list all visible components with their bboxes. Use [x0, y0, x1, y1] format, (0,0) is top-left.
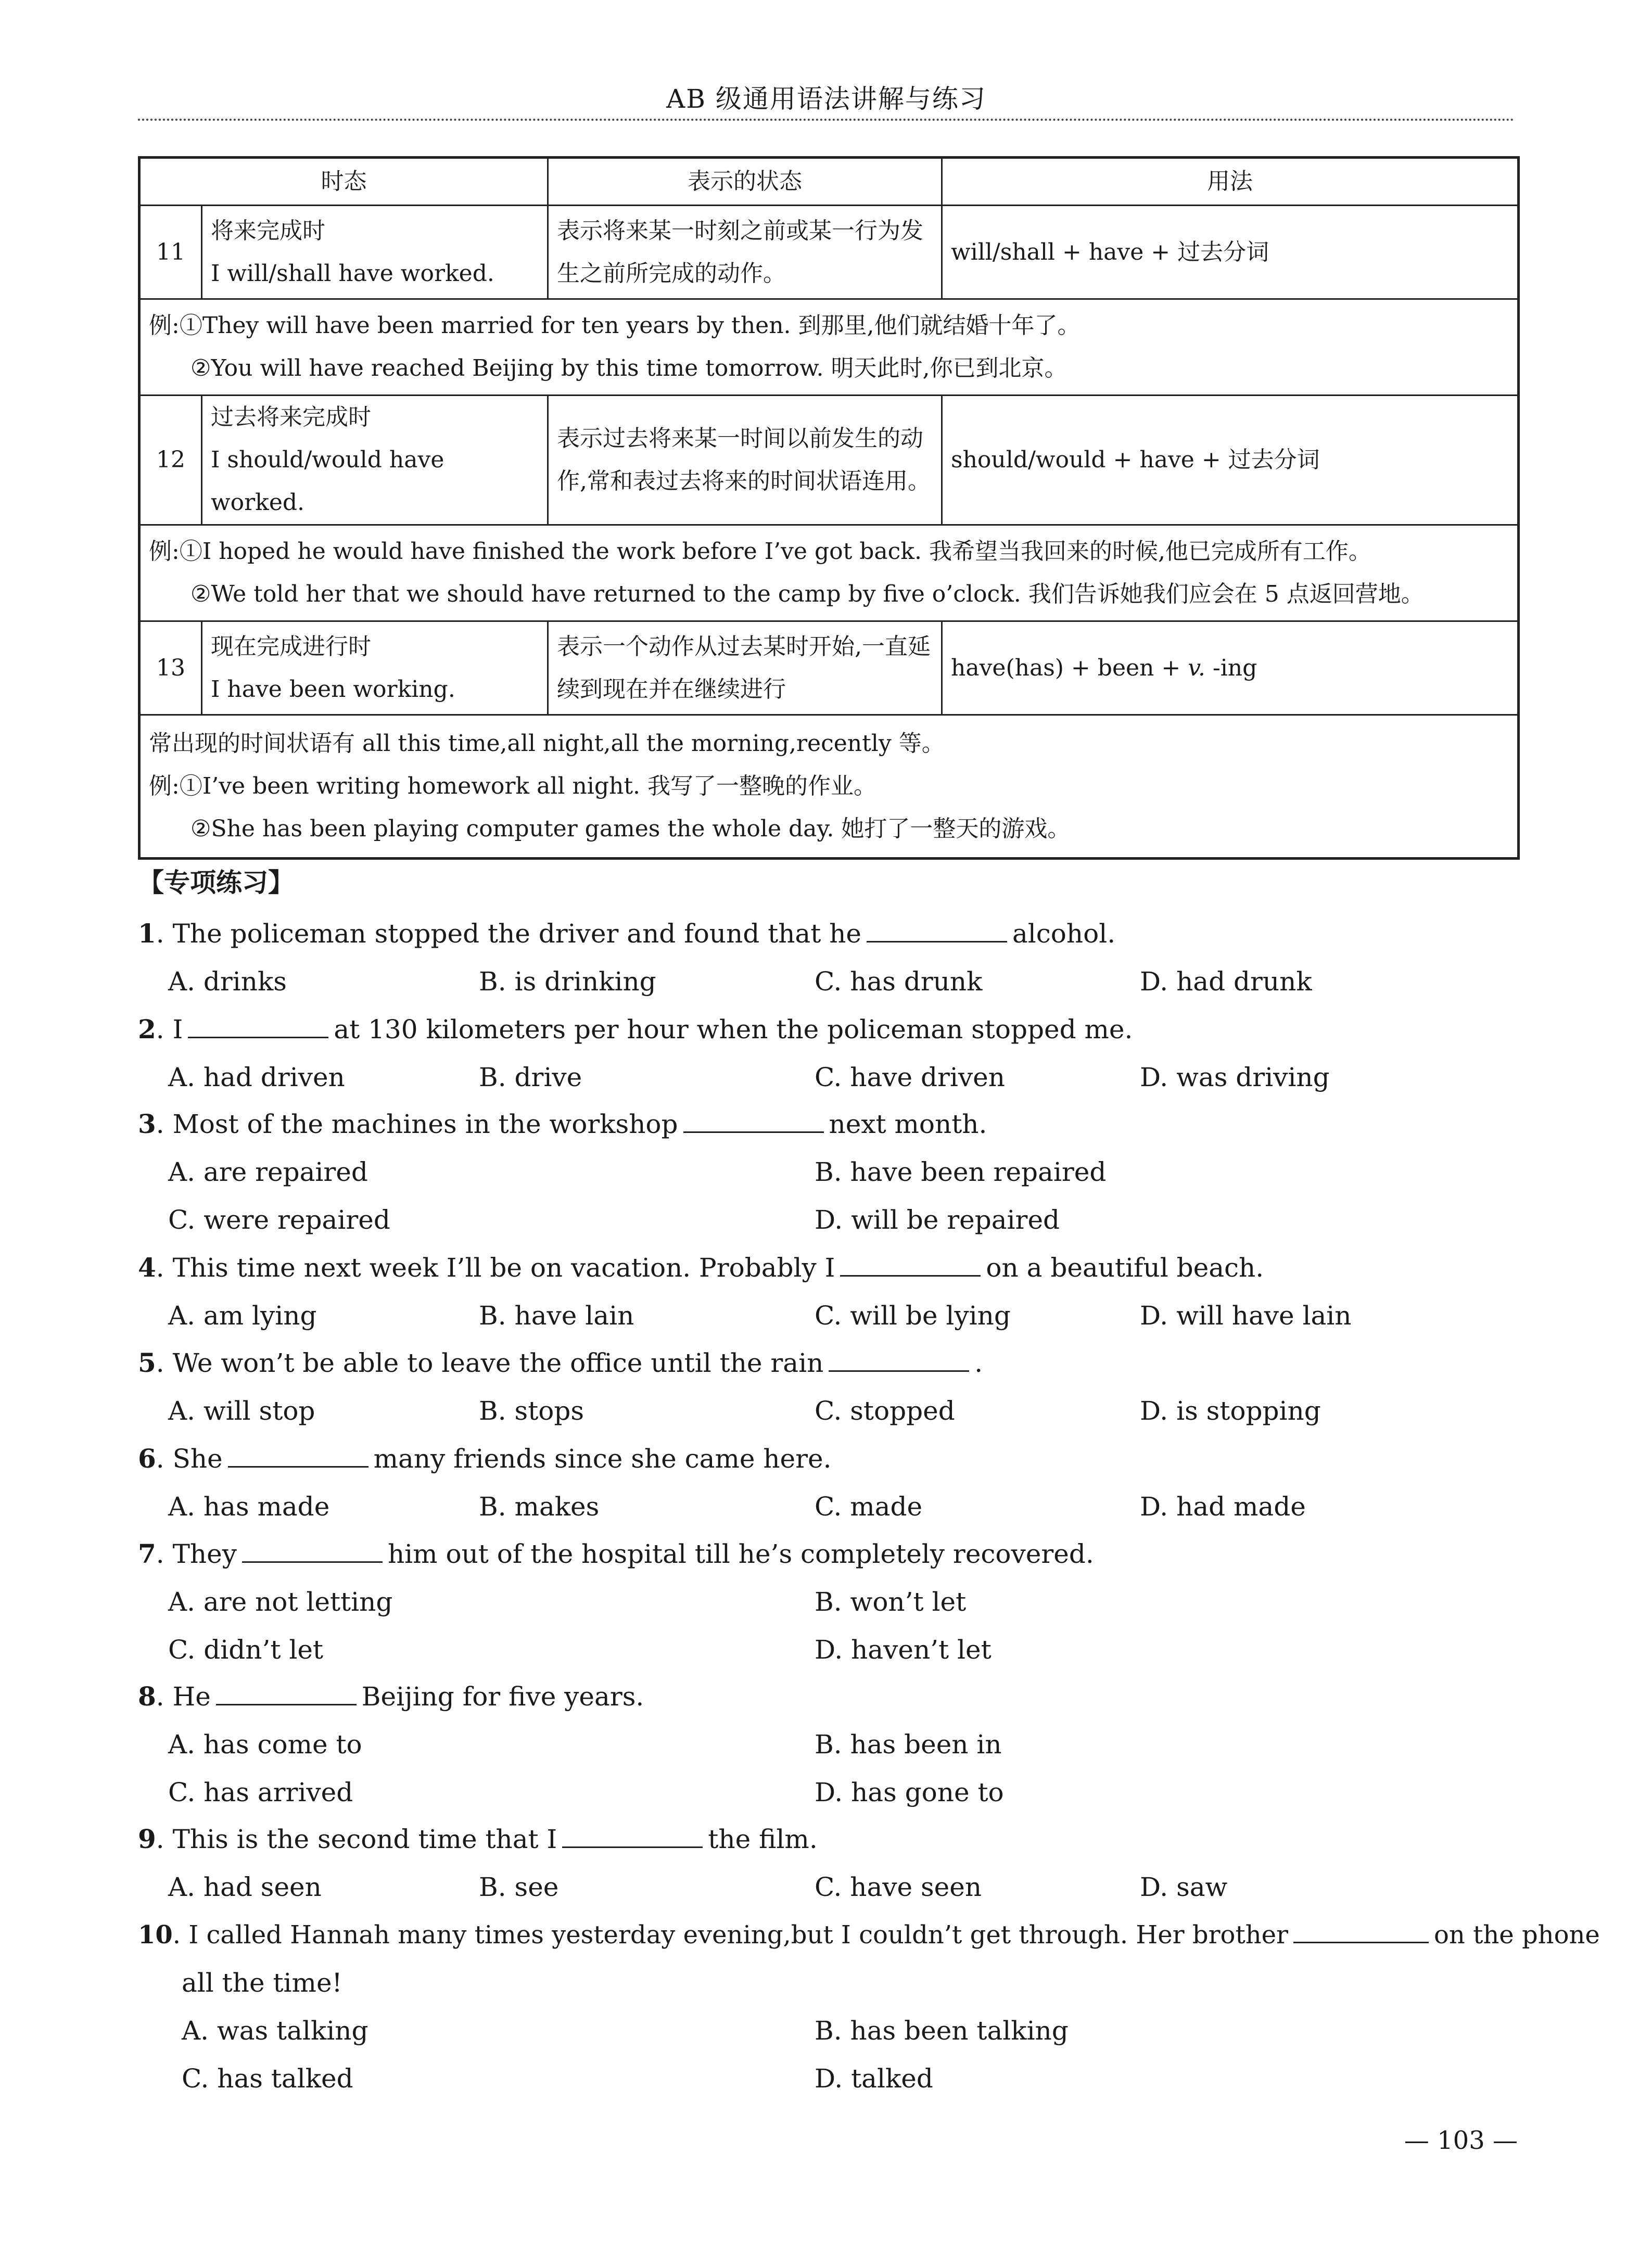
table-row	[139, 206, 1519, 299]
question-text: on the phone	[1434, 1920, 1600, 1950]
answer-blank[interactable]	[562, 1823, 703, 1848]
option[interactable]: D. had drunk	[1140, 966, 1312, 997]
usage-cell: should/would + have + 过去分词	[942, 396, 1519, 525]
question-text: on a beautiful beach.	[986, 1253, 1264, 1283]
usage-part: have(has) + been +	[951, 654, 1188, 681]
question-text: . They	[156, 1539, 237, 1569]
example-line: 例:①I’ve been writing homework all night. 我写了一整晚的作业。	[149, 773, 877, 799]
state-cell: 表示将来某一时刻之前或某一行为发生之前所完成的动作。	[548, 206, 942, 299]
question-number: 7	[138, 1538, 156, 1569]
question-number: 6	[138, 1443, 156, 1474]
option[interactable]: B. stops	[479, 1396, 584, 1426]
question-text: . We won’t be able to leave the office until the rain	[156, 1348, 824, 1378]
option[interactable]: B. is drinking	[479, 966, 656, 997]
example-line: ②We told her that we should have returned to the camp by five o’clock. 我们告诉她我们应会在 5 点返回营地。	[190, 581, 1424, 607]
option[interactable]: D. has gone to	[815, 1777, 1004, 1807]
example-line: 例:①I hoped he would have finished the work before I’ve got back. 我希望当我回来的时候,他已完成所有工作。	[149, 538, 1371, 565]
question-text: . He	[156, 1681, 211, 1712]
example-row	[139, 715, 1519, 859]
usage-cell: will/shall + have + 过去分词	[942, 206, 1519, 299]
option[interactable]: A. am lying	[168, 1301, 317, 1331]
option[interactable]: D. had made	[1140, 1492, 1306, 1522]
option[interactable]: D. is stopping	[1140, 1396, 1321, 1426]
question	[138, 1530, 1517, 1665]
option[interactable]: D. will be repaired	[815, 1205, 1060, 1235]
option[interactable]: A. are repaired	[168, 1157, 368, 1187]
page-number: — 103 —	[1404, 2126, 1518, 2155]
question-number: 8	[138, 1681, 156, 1712]
question-text: him out of the hospital till he’s completely recovered.	[387, 1539, 1094, 1569]
question	[138, 1005, 1517, 1092]
question-text: . This is the second time that I	[156, 1824, 557, 1854]
question	[138, 1815, 1517, 1902]
usage-part: -ing	[1205, 654, 1257, 681]
question-text: . The policeman stopped the driver and found that he	[156, 919, 861, 949]
option[interactable]: C. stopped	[815, 1396, 955, 1426]
question-text: Beijing for five years.	[361, 1681, 644, 1712]
option[interactable]: B. has been in	[815, 1729, 1002, 1760]
option[interactable]: B. have lain	[479, 1301, 634, 1331]
option[interactable]: B. see	[479, 1872, 559, 1902]
option[interactable]: D. saw	[1140, 1872, 1228, 1902]
example-row	[139, 525, 1519, 621]
tense-example: I have been working.	[211, 676, 455, 703]
section-title: 【专项练习】	[138, 868, 294, 898]
option[interactable]: B. makes	[479, 1492, 600, 1522]
answer-blank[interactable]	[188, 1013, 328, 1038]
usage-cell	[942, 621, 1519, 715]
example-line: 例:①They will have been married for ten years by then. 到那里,他们就结婚十年了。	[149, 312, 1081, 339]
question	[138, 1911, 1600, 2094]
option[interactable]: A. had seen	[168, 1872, 322, 1902]
option[interactable]: C. were repaired	[168, 1205, 390, 1235]
option[interactable]: C. has arrived	[168, 1777, 353, 1807]
tense-cell	[202, 206, 548, 299]
answer-blank[interactable]	[1293, 1918, 1429, 1943]
question	[138, 1100, 1517, 1235]
option[interactable]: C. have seen	[815, 1872, 982, 1902]
answer-blank[interactable]	[228, 1442, 368, 1468]
answer-blank[interactable]	[216, 1680, 357, 1705]
question-text: . I	[156, 1014, 183, 1044]
row-number: 13	[139, 621, 202, 715]
running-header: AB 级通用语法讲解与练习	[666, 84, 986, 114]
tense-name: 将来完成时	[211, 217, 325, 244]
question	[138, 910, 1517, 997]
option[interactable]: C. will be lying	[815, 1301, 1011, 1331]
option[interactable]: D. talked	[815, 2063, 933, 2094]
state-cell: 表示过去将来某一时间以前发生的动作,常和表过去将来的时间状语连用。	[548, 396, 942, 525]
table-row	[139, 396, 1519, 525]
question-number: 9	[138, 1824, 156, 1854]
header-tense: 时态	[139, 158, 548, 206]
question	[138, 1339, 1517, 1426]
option[interactable]: C. have driven	[815, 1062, 1005, 1092]
table-header-row	[139, 158, 1519, 206]
question-text: . Most of the machines in the workshop	[156, 1109, 678, 1139]
example-line: ②You will have reached Beijing by this time tomorrow. 明天此时,你已到北京。	[190, 355, 1068, 381]
answer-blank[interactable]	[683, 1107, 824, 1133]
example-line: 常出现的时间状语有 all this time,all night,all the morning,recently 等。	[149, 730, 945, 757]
option[interactable]: B. drive	[479, 1062, 582, 1092]
option[interactable]: D. was driving	[1140, 1062, 1330, 1092]
question-number: 2	[138, 1014, 156, 1044]
tense-cell	[202, 621, 548, 715]
answer-blank[interactable]	[840, 1251, 981, 1277]
tense-table	[138, 156, 1520, 860]
option[interactable]: D. will have lain	[1140, 1301, 1352, 1331]
question-text: next month.	[829, 1109, 987, 1139]
option[interactable]: C. has drunk	[815, 966, 983, 997]
question	[138, 1673, 1517, 1807]
option[interactable]: A. drinks	[168, 966, 287, 997]
usage-verb: v.	[1188, 654, 1205, 681]
tense-name: 现在完成进行时	[211, 633, 371, 660]
tense-example: I should/would have worked.	[211, 447, 444, 516]
example-row	[139, 299, 1519, 396]
option[interactable]: C. has talked	[182, 2063, 353, 2094]
question-text: . She	[156, 1444, 223, 1474]
table-row	[139, 621, 1519, 715]
question-text: the film.	[708, 1824, 818, 1854]
option[interactable]: A. has made	[168, 1492, 330, 1522]
question-text: alcohol.	[1012, 919, 1116, 949]
question-number: 4	[138, 1252, 156, 1283]
row-number: 12	[139, 396, 202, 525]
option[interactable]: A. had driven	[168, 1062, 345, 1092]
option[interactable]: D. haven’t let	[815, 1635, 992, 1665]
question	[138, 1244, 1517, 1331]
tense-example: I will/shall have worked.	[211, 260, 494, 287]
option[interactable]: C. made	[815, 1492, 923, 1522]
question	[138, 1435, 1517, 1522]
state-cell: 表示一个动作从过去某时开始,一直延续到现在并在继续进行	[548, 621, 942, 715]
option[interactable]: B. has been talking	[815, 2016, 1069, 2046]
option[interactable]: A. are not letting	[168, 1587, 393, 1617]
tense-cell	[202, 396, 548, 525]
answer-blank[interactable]	[867, 917, 1007, 942]
row-number: 11	[139, 206, 202, 299]
option[interactable]: B. won’t let	[815, 1587, 967, 1617]
question-text: .	[974, 1348, 983, 1378]
header-state: 表示的状态	[548, 158, 942, 206]
option[interactable]: A. will stop	[168, 1396, 315, 1426]
tense-name: 过去将来完成时	[211, 404, 371, 430]
question-text: many friends since she came here.	[373, 1444, 832, 1474]
question-continuation: all the time!	[182, 1968, 342, 1998]
answer-blank[interactable]	[242, 1537, 383, 1563]
question-number: 10	[138, 1920, 173, 1950]
header-divider	[138, 119, 1515, 121]
question-number: 1	[138, 918, 156, 949]
header-usage: 用法	[942, 158, 1519, 206]
option[interactable]: A. has come to	[168, 1729, 362, 1760]
answer-blank[interactable]	[829, 1346, 969, 1372]
option[interactable]: C. didn’t let	[168, 1635, 324, 1665]
question-text: at 130 kilometers per hour when the policeman stopped me.	[334, 1014, 1133, 1044]
option[interactable]: B. have been repaired	[815, 1157, 1107, 1187]
example-line: ②She has been playing computer games the whole day. 她打了一整天的游戏。	[190, 816, 1071, 842]
question-number: 5	[138, 1347, 156, 1378]
question-text: . This time next week I’ll be on vacation. Probably I	[156, 1253, 835, 1283]
question-number: 3	[138, 1109, 156, 1139]
option[interactable]: A. was talking	[182, 2016, 368, 2046]
question-text: . I called Hannah many times yesterday evening,but I couldn’t get through. Her brother	[172, 1920, 1288, 1950]
